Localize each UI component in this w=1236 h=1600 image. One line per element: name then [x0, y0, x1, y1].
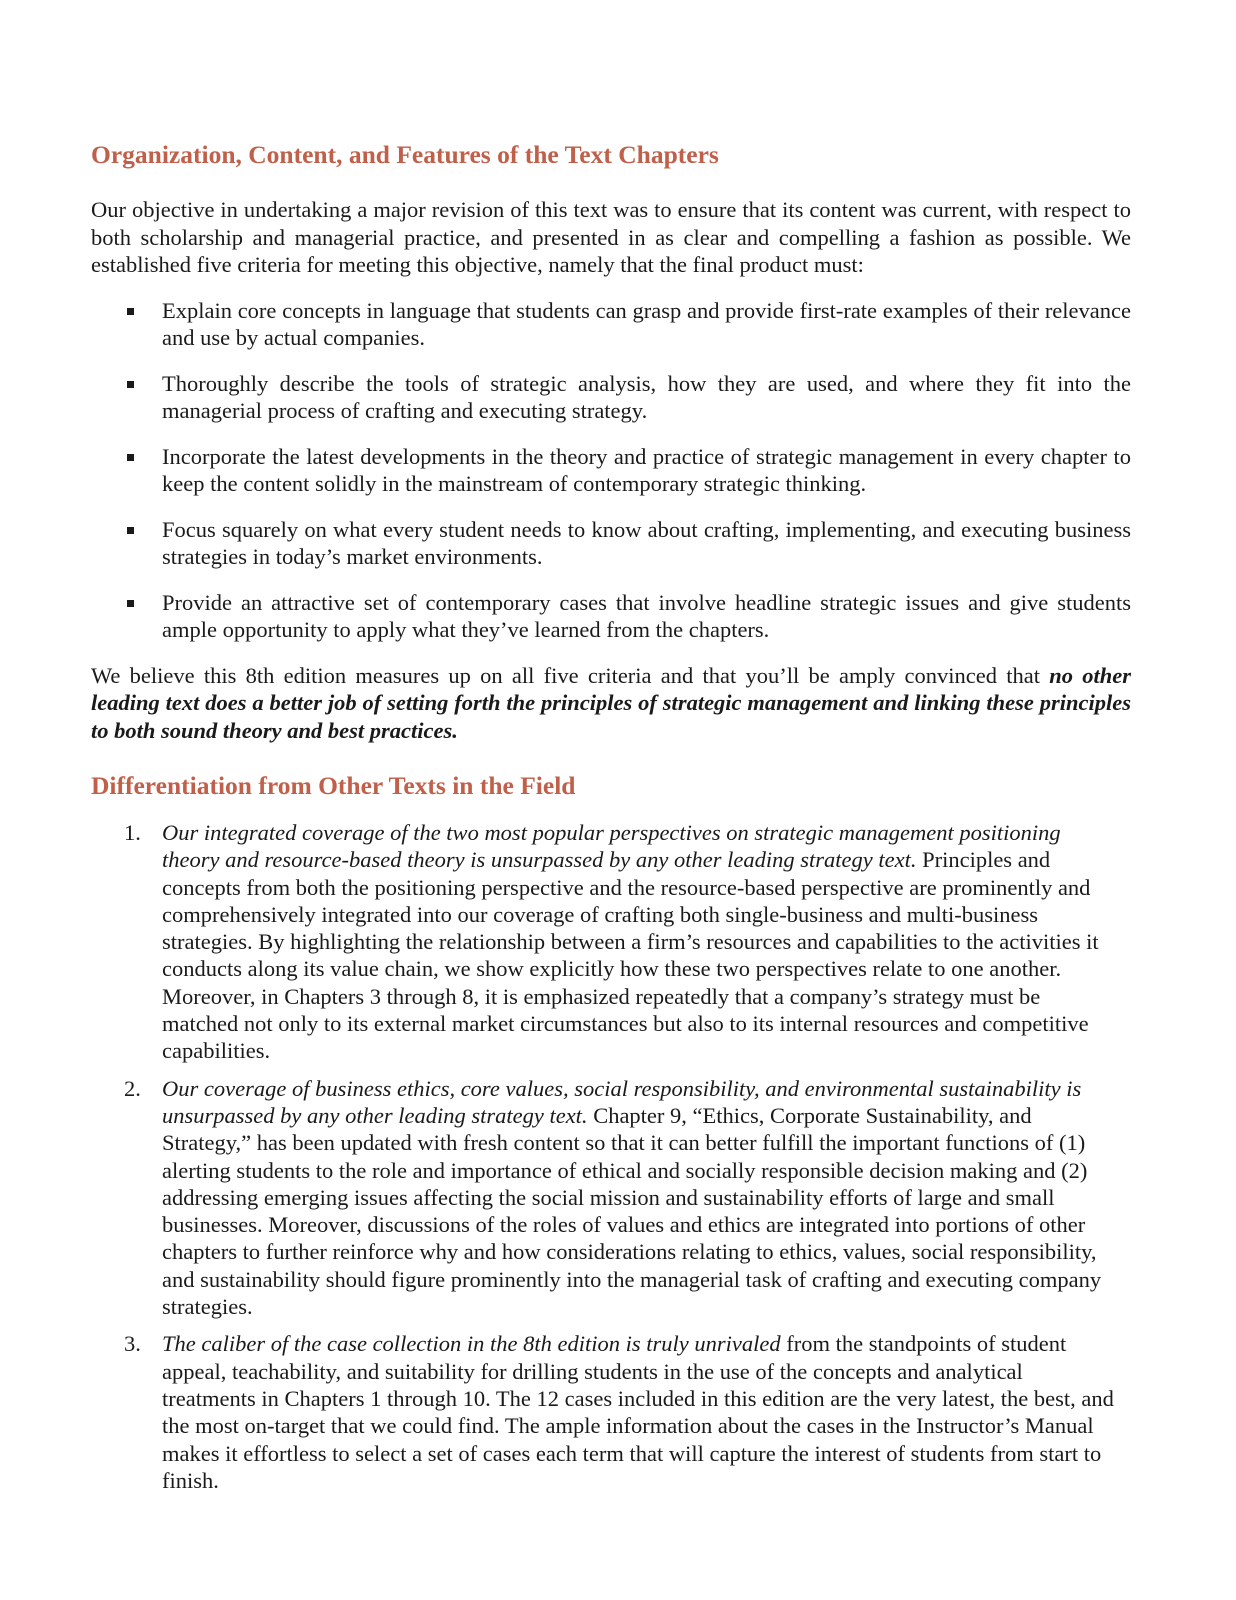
list-item	[91, 819, 1131, 1065]
item-body: Chapter 9, “Ethics, Corporate Sustainability, and Strategy,” has been updated with fresh content so that it can better fulfill the important functions of (1) alerting students to the role and importance of ethical and socially responsible decision making and (2) addressing emerging issues affecting the social mission and sustainability efforts of large and small businesses. Moreover, discussions of the roles of values and ethics are integrated into portions of other chapters to further reinforce why and how considerations relating to ethics, values, social responsibility, and sustainability should figure prominently into the managerial task of crafting and executing company strategies.	[162, 1102, 1102, 1320]
list-item	[91, 1330, 1131, 1494]
belief-text: We believe this 8th edition measures up on all five criteria and that you’ll be amply convinced that	[91, 662, 1050, 688]
section-heading-differentiation: Differentiation from Other Texts in the Field	[91, 771, 576, 800]
list-item	[91, 443, 1131, 498]
item-number: 1.	[124, 820, 141, 845]
item-body: from the standpoints of student appeal, teachability, and suitability for drilling students in the use of the concepts and analytical treatments in Chapters 1 through 10. The 12 cases included in this edition are the very latest, the best, and the most on-target that we could find. The ample information about the cases in the Instructor’s Manual makes it effortless to select a set of cases each term that will capture the interest of students from start to finish.	[162, 1331, 1114, 1493]
item-number: 3.	[124, 1331, 141, 1357]
item-number: 2.	[124, 1075, 141, 1101]
differentiation-list	[91, 819, 1131, 1494]
list-item	[91, 297, 1131, 352]
belief-paragraph	[91, 662, 1131, 745]
item-lead: Our coverage of business ethics, core values, social responsibility, and environmental sustainability is unsurpassed by any other leading strategy text.	[162, 1075, 1082, 1128]
list-item	[91, 516, 1131, 571]
list-item	[91, 589, 1131, 644]
item-lead: Our integrated coverage of the two most popular perspectives on strategic management positioning theory and resource-based theory is unsurpassed by any other leading strategy text.	[162, 820, 1061, 873]
bullet-icon	[127, 308, 134, 315]
criterion-text: Thoroughly describe the tools of strategic analysis, how they are used, and where they fit into the managerial process of crafting and executing strategy.	[162, 370, 1131, 423]
item-body: Principles and concepts from both the positioning perspective and the resource-based perspective are prominently and comprehensively integrated into our coverage of crafting both single-business and multi-business strategies. By highlighting the relationship between a firm’s resources and capabilities to the activities it conducts along its value chain, we show explicitly how these two perspectives relate to one another. Moreover, in Chapters 3 through 8, it is emphasized repeatedly that a company’s strategy must be matched not only to its external market circumstances but also to its internal resources and competitive capabilities.	[162, 847, 1099, 1064]
bullet-icon	[127, 527, 134, 534]
belief-emphasis: no other leading text does a better job of setting forth the principles of strategic management and linking these principles to both sound theory and best practices.	[91, 662, 1131, 743]
criterion-text: Explain core concepts in language that students can grasp and provide first-rate examples of their relevance and use by actual companies.	[162, 297, 1131, 350]
list-item	[91, 370, 1131, 425]
document-page	[91, 138, 1131, 1504]
bullet-icon	[127, 381, 134, 388]
bullet-icon	[127, 454, 134, 461]
criterion-text: Incorporate the latest developments in the theory and practice of strategic management in every chapter to keep the content solidly in the mainstream of contemporary strategic thinking.	[162, 443, 1131, 496]
item-lead: The caliber of the case collection in the 8th edition is truly unrivaled	[162, 1331, 781, 1357]
bullet-icon	[127, 600, 134, 607]
list-item	[91, 1075, 1131, 1321]
section-heading-organization: Organization, Content, and Features of the Text Chapters	[91, 140, 719, 169]
criterion-text: Focus squarely on what every student needs to know about crafting, implementing, and executing business strategies in today’s market environments.	[162, 516, 1131, 569]
criteria-list	[91, 297, 1131, 644]
criterion-text: Provide an attractive set of contemporary cases that involve headline strategic issues and give students ample opportunity to apply what they’ve learned from the chapters.	[162, 589, 1131, 642]
intro-paragraph: Our objective in undertaking a major revision of this text was to ensure that its content was current, with respect to both scholarship and managerial practice, and presented in as clear and compelling a fashion as possible. We established five criteria for meeting this objective, namely that the final product must:	[91, 197, 1131, 277]
